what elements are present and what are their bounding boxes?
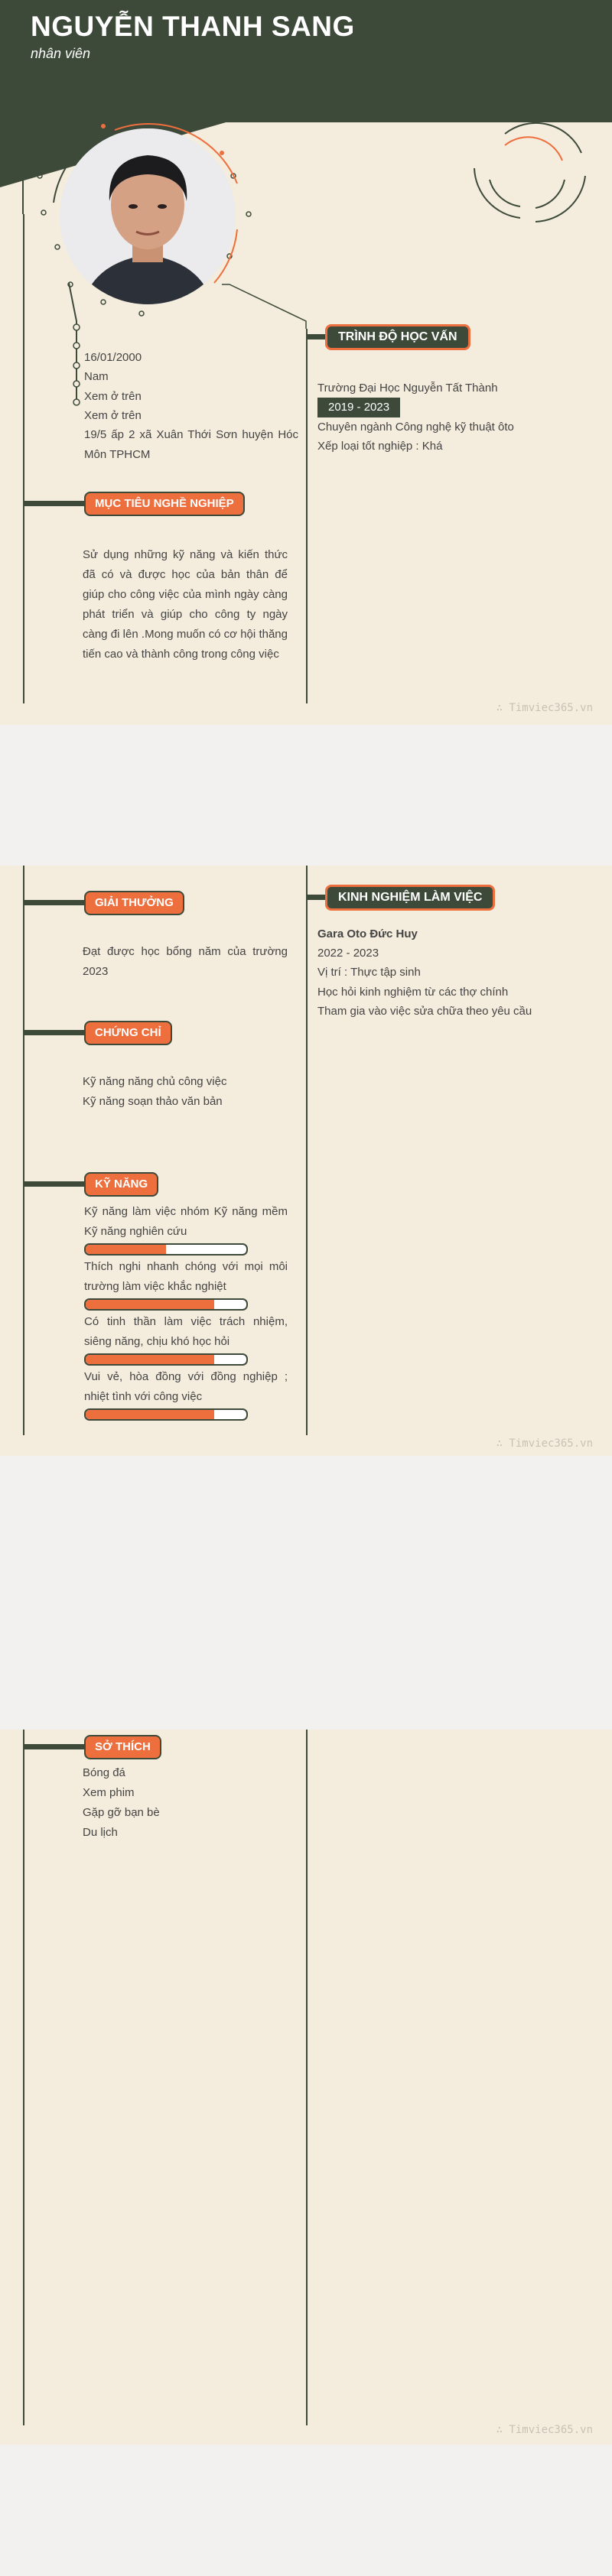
company: Gara Oto Đức Huy	[317, 927, 418, 940]
hobbies-connector	[23, 1744, 84, 1749]
watermark: ∴ Timviec365.vn	[496, 2424, 593, 2436]
hobby-item: Du lịch	[83, 1826, 118, 1839]
cv-page-2	[0, 866, 612, 1456]
certificate-item: Kỹ năng soạn thảo văn bản	[83, 1095, 223, 1108]
address: 19/5 ấp 2 xã Xuân Thới Sơn huyện Hóc Môn TPHCM	[84, 428, 298, 461]
skills-title: KỸ NĂNG	[84, 1172, 158, 1197]
skill-bar-fill	[86, 1355, 214, 1364]
education-connector	[306, 334, 325, 339]
skill-bar	[84, 1353, 248, 1366]
school: Trường Đại Học Nguyễn Tất Thành	[317, 382, 498, 395]
skill-bar-fill	[86, 1410, 214, 1419]
center-divider-line	[306, 1730, 308, 2425]
certificates-connector	[23, 1030, 84, 1035]
birthday: 16/01/2000	[84, 351, 142, 364]
objective-text: Sử dụng những kỹ năng và kiến thức đã có và được học của bản thân để giúp cho công việc của mình ngày càng phát triển và giúp cho công ty ngày càng đi lên .Mong muốn có cơ hội thăng tiến cao và thành công trong công việc	[83, 548, 288, 661]
certificate-item: Kỹ năng năng chủ công việc	[83, 1075, 227, 1088]
awards-connector	[23, 900, 84, 905]
skill-bar	[84, 1298, 248, 1311]
watermark: ∴ Timviec365.vn	[496, 702, 593, 714]
skill-text: Có tinh thần làm việc trách nhiệm, siêng năng, chịu khó học hỏi	[84, 1315, 288, 1348]
left-timeline-line	[23, 866, 24, 1435]
candidate-name: NGUYỄN THANH SANG	[31, 11, 355, 42]
gender: Nam	[84, 370, 109, 383]
email: Xem ở trên	[84, 409, 142, 422]
hobby-item: Xem phim	[83, 1786, 135, 1799]
center-divider-line	[306, 866, 308, 1435]
experience-connector	[306, 895, 325, 900]
cv-page-1	[0, 0, 612, 725]
work-period: 2022 - 2023	[317, 947, 379, 960]
duty-item: Tham gia vào việc sửa chữa theo yêu cầu	[317, 1005, 532, 1018]
education-title: TRÌNH ĐỘ HỌC VẤN	[325, 324, 470, 350]
skill-text: Kỹ năng làm việc nhóm Kỹ năng mềm Kỹ năng nghiên cứu	[84, 1205, 288, 1238]
left-timeline-line	[23, 1730, 24, 2425]
center-divider-line	[306, 329, 308, 703]
skill-text: Vui vẻ, hòa đồng với đồng nghiệp ; nhiệt tình với công việc	[84, 1370, 288, 1403]
objective-connector	[23, 501, 84, 506]
avatar	[60, 128, 236, 304]
skill-bar-fill	[86, 1245, 166, 1254]
certificates-title: CHỨNG CHỈ	[84, 1021, 172, 1045]
skill-bar	[84, 1243, 248, 1256]
grade: Xếp loại tốt nghiệp : Khá	[317, 440, 443, 453]
skill-bar	[84, 1408, 248, 1421]
hobby-item: Gặp gỡ bạn bè	[83, 1806, 160, 1819]
position: Vị trí : Thực tập sinh	[317, 966, 421, 979]
experience-title: KINH NGHIỆM LÀM VIỆC	[325, 885, 495, 911]
skill-text: Thích nghi nhanh chóng với mọi môi trường làm việc khắc nghiệt	[84, 1260, 288, 1293]
watermark: ∴ Timviec365.vn	[496, 1437, 593, 1450]
phone: Xem ở trên	[84, 390, 142, 403]
hobbies-title: SỞ THÍCH	[84, 1735, 161, 1759]
job-title: nhân viên	[31, 46, 91, 61]
awards-title: GIẢI THƯỞNG	[84, 891, 184, 915]
major: Chuyên ngành Công nghệ kỹ thuật ôto	[317, 421, 514, 434]
skills-connector	[23, 1181, 84, 1187]
skill-bar-fill	[86, 1300, 214, 1309]
school-years: 2019 - 2023	[317, 398, 400, 417]
objective-title: MỤC TIÊU NGHỀ NGHIỆP	[84, 492, 245, 516]
duty-item: Học hỏi kinh nghiệm từ các thợ chính	[317, 986, 509, 999]
awards-text: Đạt được học bổng năm của trường 2023	[83, 945, 288, 978]
hobby-item: Bóng đá	[83, 1766, 125, 1779]
left-timeline-line	[23, 214, 24, 703]
cv-page-3	[0, 1730, 612, 2444]
